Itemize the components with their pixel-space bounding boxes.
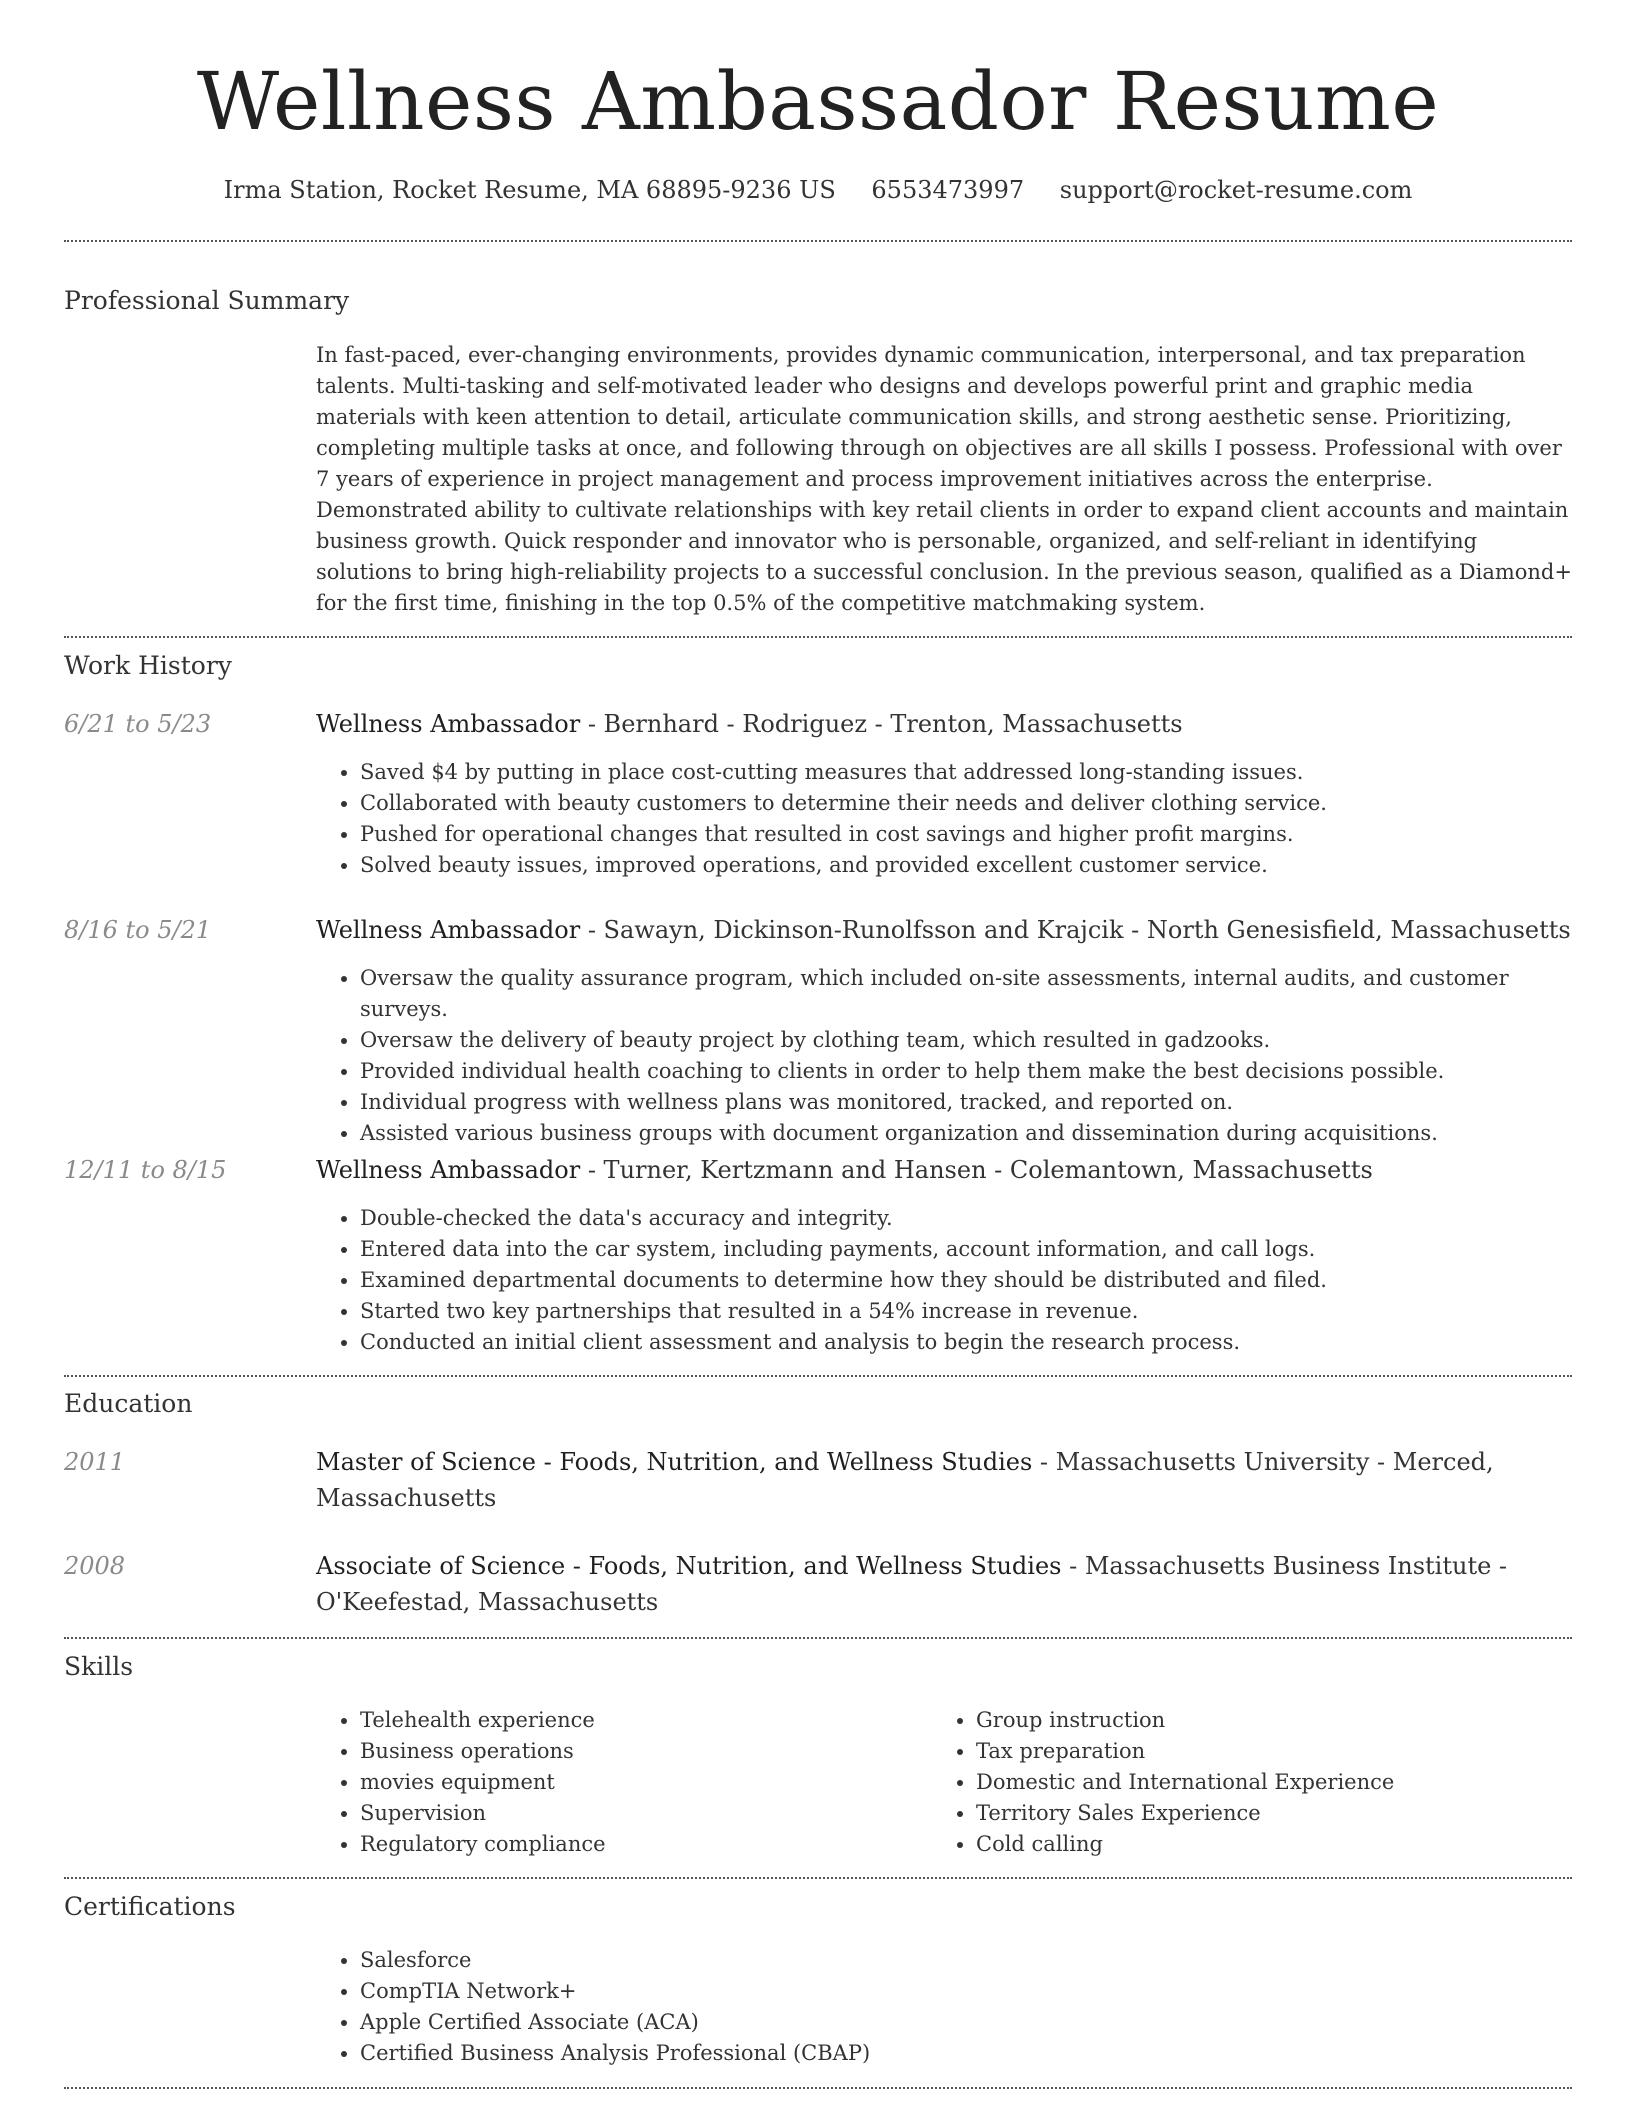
education-details: - Massachusetts Business Institute - O'Keefestad, Massachusetts bbox=[316, 1552, 1508, 1616]
list-item: • Provided individual health coaching to clients in order to help them make the best decisions possible. bbox=[360, 1056, 1572, 1087]
list-item: • Started two key partnerships that resulted in a 54% increase in revenue. bbox=[360, 1296, 1572, 1327]
job-dates: 8/16 to 5/21 bbox=[64, 916, 212, 944]
list-item: • Telehealth experience bbox=[360, 1705, 931, 1736]
job-dates: 6/21 to 5/23 bbox=[64, 710, 212, 738]
work-history-heading: Work History bbox=[64, 651, 232, 680]
education-heading: Education bbox=[64, 1389, 193, 1418]
section-divider bbox=[64, 1637, 1572, 1639]
list-item: • Business operations bbox=[360, 1736, 931, 1767]
list-item: • Domestic and International Experience bbox=[976, 1767, 1572, 1798]
contact-phone: 6553473997 bbox=[871, 176, 1025, 204]
job-bullets bbox=[316, 963, 1572, 1149]
list-item: • Tax preparation bbox=[976, 1736, 1572, 1767]
certifications-list bbox=[316, 1945, 1572, 2069]
section-divider bbox=[64, 2087, 1572, 2089]
list-item: • Regulatory compliance bbox=[360, 1829, 931, 1860]
section-divider bbox=[64, 1375, 1572, 1377]
list-item: • Examined departmental documents to determine how they should be distributed and filed. bbox=[360, 1265, 1572, 1296]
job-title bbox=[316, 1152, 1572, 1188]
list-item: • Assisted various business groups with document organization and dissemination during acquisitions. bbox=[360, 1118, 1572, 1149]
list-item: • Supervision bbox=[360, 1798, 931, 1829]
list-item: • Saved $4 by putting in place cost-cutting measures that addressed long-standing issues. bbox=[360, 757, 1572, 788]
job-role: Wellness Ambassador bbox=[316, 710, 581, 738]
list-item: • movies equipment bbox=[360, 1767, 931, 1798]
contact-line bbox=[64, 170, 1572, 210]
certifications-heading: Certifications bbox=[64, 1892, 236, 1921]
list-item: • Salesforce bbox=[360, 1945, 1572, 1976]
list-item: • Oversaw the delivery of beauty project by clothing team, which resulted in gadzooks. bbox=[360, 1025, 1572, 1056]
list-item: • Pushed for operational changes that resulted in cost savings and higher profit margins. bbox=[360, 819, 1572, 850]
list-item: • Solved beauty issues, improved operations, and provided excellent customer service. bbox=[360, 850, 1572, 881]
list-item: • Double-checked the data's accuracy and integrity. bbox=[360, 1203, 1572, 1234]
skills-list-left bbox=[316, 1705, 931, 1860]
list-item: • Entered data into the car system, including payments, account information, and call logs. bbox=[360, 1234, 1572, 1265]
list-item: • Cold calling bbox=[976, 1829, 1572, 1860]
section-divider bbox=[64, 636, 1572, 638]
education-degree: Associate of Science - Foods, Nutrition, and Wellness Studies bbox=[316, 1552, 1062, 1580]
contact-email: support@rocket-resume.com bbox=[1059, 176, 1413, 204]
education-year: 2011 bbox=[64, 1448, 126, 1476]
skills-list-right bbox=[932, 1705, 1572, 1860]
section-divider bbox=[64, 240, 1572, 242]
job-role: Wellness Ambassador bbox=[316, 916, 581, 944]
list-item: • Certified Business Analysis Professional (CBAP) bbox=[360, 2038, 1572, 2069]
list-item: • Oversaw the quality assurance program, which included on-site assessments, internal audits, and customer surveys. bbox=[360, 963, 1572, 1025]
list-item: • Collaborated with beauty customers to determine their needs and deliver clothing service. bbox=[360, 788, 1572, 819]
skills-heading: Skills bbox=[64, 1652, 134, 1681]
education-entry bbox=[316, 1444, 1572, 1516]
resume-title: Wellness Ambassador Resume bbox=[196, 55, 1440, 148]
job-details: - Sawayn, Dickinson-Runolfsson and Krajcik - North Genesisfield, Massachusetts bbox=[580, 916, 1571, 944]
job-title bbox=[316, 912, 1572, 948]
job-title bbox=[316, 706, 1572, 742]
job-details: - Bernhard - Rodriguez - Trenton, Massachusetts bbox=[580, 710, 1183, 738]
list-item: • Individual progress with wellness plans was monitored, tracked, and reported on. bbox=[360, 1087, 1572, 1118]
education-year: 2008 bbox=[64, 1552, 126, 1580]
contact-address: Irma Station, Rocket Resume, MA 68895-9236 US bbox=[223, 176, 836, 204]
summary-text: In fast-paced, ever-changing environments, provides dynamic communication, interpersonal, and tax preparation talents. Multi-tasking and self-motivated leader who designs and develops powerful print and graphic media materials with keen attention to detail, articulate communication skills, and strong aesthetic sense. Prioritizing, completing multiple tasks at once, and following through on objectives are all skills I possess. Professional with over 7 years of experience in project management and process improvement initiatives across the enterprise. Demonstrated ability to cultivate relationships with key retail clients in order to expand client accounts and maintain business growth. Quick responder and innovator who is personable, organized, and self-reliant in identifying solutions to bring high-reliability projects to a successful conclusion. In the previous season, qualified as a Diamond+ for the first time, finishing in the top 0.5% of the competitive matchmaking system. bbox=[316, 343, 1572, 615]
list-item: • Conducted an initial client assessment and analysis to begin the research process. bbox=[360, 1327, 1572, 1358]
job-dates: 12/11 to 8/15 bbox=[64, 1156, 227, 1184]
job-role: Wellness Ambassador bbox=[316, 1156, 581, 1184]
list-item: • Group instruction bbox=[976, 1705, 1572, 1736]
section-divider bbox=[64, 1877, 1572, 1879]
job-details: - Turner, Kertzmann and Hansen - Colemantown, Massachusetts bbox=[580, 1156, 1373, 1184]
list-item: • CompTIA Network+ bbox=[360, 1976, 1572, 2007]
job-bullets bbox=[316, 1203, 1572, 1358]
list-item: • Apple Certified Associate (ACA) bbox=[360, 2007, 1572, 2038]
list-item: • Territory Sales Experience bbox=[976, 1798, 1572, 1829]
summary-heading: Professional Summary bbox=[64, 286, 350, 315]
education-details: - Massachusetts University - Merced, Massachusetts bbox=[316, 1448, 1494, 1512]
education-degree: Master of Science - Foods, Nutrition, and Wellness Studies bbox=[316, 1448, 1033, 1476]
education-entry bbox=[316, 1548, 1572, 1620]
job-bullets bbox=[316, 757, 1572, 881]
